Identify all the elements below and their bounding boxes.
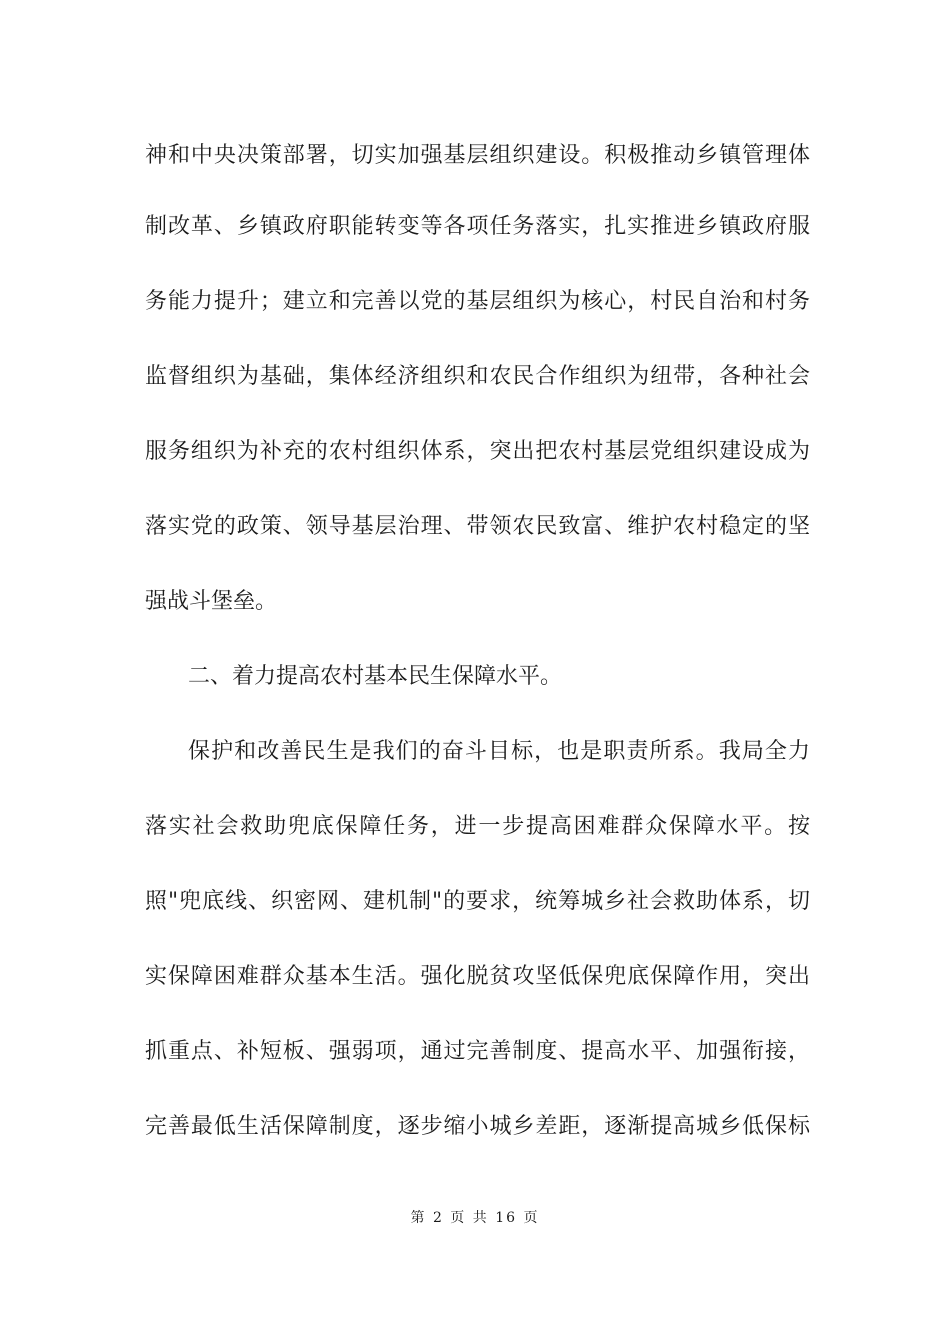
paragraph-line-2: 制改革、乡镇政府职能转变等各项任务落实，扎实推进乡镇政府服 <box>145 214 810 239</box>
paragraph-line-12: 实保障困难群众基本生活。强化脱贫攻坚低保兜底保障作用，突出 <box>145 964 810 989</box>
paragraph-line-10: 落实社会救助兜底保障任务，进一步提高困难群众保障水平。按 <box>145 814 810 839</box>
paragraph-line-3: 务能力提升；建立和完善以党的基层组织为核心，村民自治和村务 <box>145 289 810 314</box>
paragraph-line-6: 落实党的政策、领导基层治理、带领农民致富、维护农村稳定的坚 <box>145 514 810 539</box>
section-heading: 二、着力提高农村基本民生保障水平。 <box>188 664 563 689</box>
paragraph-line-11: 照"兜底线、织密网、建机制"的要求，统筹城乡社会救助体系，切 <box>145 889 810 914</box>
paragraph-line-13: 抓重点、补短板、强弱项，通过完善制度、提高水平、加强衔接， <box>145 1039 810 1064</box>
paragraph-line-7: 强战斗堡垒。 <box>145 589 278 614</box>
paragraph-line-14: 完善最低生活保障制度，逐步缩小城乡差距，逐渐提高城乡低保标 <box>145 1114 810 1139</box>
paragraph-line-5: 服务组织为补充的农村组织体系，突出把农村基层党组织建设成为 <box>145 439 810 464</box>
paragraph-line-4: 监督组织为基础，集体经济组织和农民合作组织为纽带，各种社会 <box>145 364 810 389</box>
paragraph-line-9: 保护和改善民生是我们的奋斗目标，也是职责所系。我局全力 <box>188 739 810 764</box>
page-number-footer: 第 2 页 共 16 页 <box>410 1210 540 1226</box>
paragraph-line-1: 神和中央决策部署，切实加强基层组织建设。积极推动乡镇管理体 <box>145 143 810 168</box>
